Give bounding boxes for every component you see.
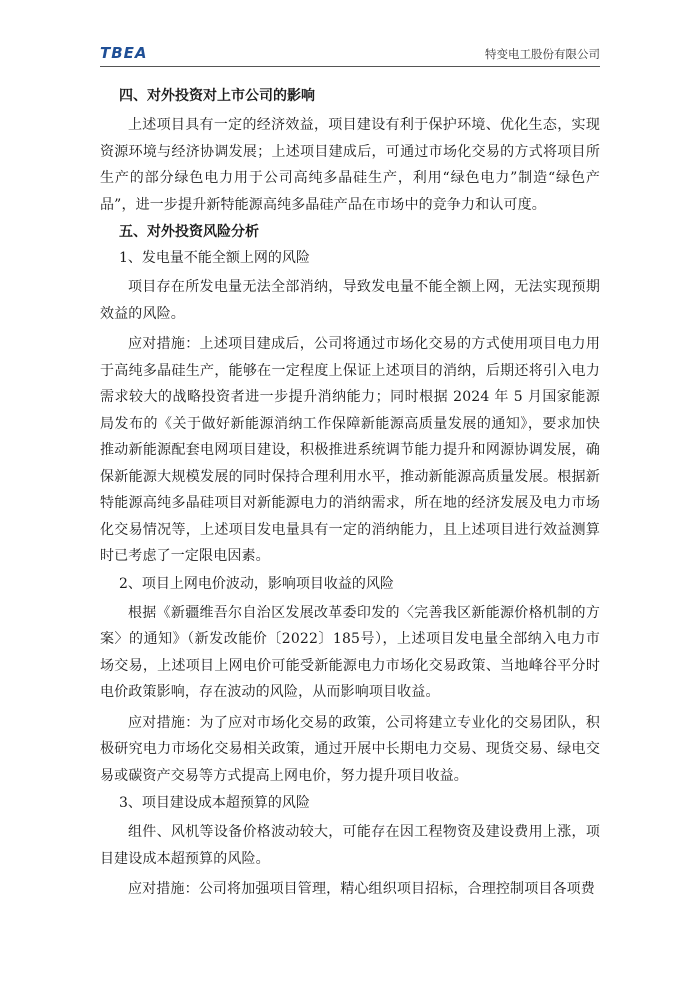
risk-2-measures: 应对措施：为了应对市场化交易的政策，公司将建立专业化的交易团队，积极研究电力市场化交易相关政策，通过开展中长期电力交易、现货交易、绿电交易或碳资产交易等方式提高上网电价，努力提升项目收益。 — [100, 714, 600, 784]
risk-1-heading: 1、发电量不能全额上网的风险 — [119, 250, 310, 266]
section-4-heading: 四、对外投资对上市公司的影响 — [119, 88, 315, 104]
page-header — [100, 44, 600, 66]
risk-2-description: 根据《新疆维吾尔自治区发展改革委印发的〈完善我区新能源价格机制的方案〉的通知》（新发改能价〔2022〕185号），上述项目发电量全部纳入电力市场交易，上述项目上网电价可能受新能源电力市场化交易政策、当地峰谷平分时电价政策影响，存在波动的风险，从而影响项目收益。 — [100, 604, 600, 700]
risk-1-description: 项目存在所发电量无法全部消纳，导致发电量不能全额上网，无法实现预期效益的风险。 — [100, 279, 600, 322]
tbea-logo: TBEA — [100, 44, 148, 62]
risk-2-heading: 2、项目上网电价波动，影响项目收益的风险 — [119, 575, 394, 592]
header-divider — [100, 66, 600, 67]
risk-3-heading: 3、项目建设成本超预算的风险 — [119, 795, 310, 811]
document-body — [100, 86, 600, 907]
risk-1-measures: 应对措施：上述项目建成后，公司将通过市场化交易的方式使用项目电力用于高纯多晶硅生产，能够在一定程度上保证上述项目的消纳，后期还将引入电力需求较大的战略投资者进一步提升消纳能力；同时根据 2024 年 5 月国家能源局发布的《关于做好新能源消纳工作保障新能源高质量发展的通知》，要求加快推动新能源配套电网项目建设，积极推进系统调节能力提升和网源协调发展，确保新能源大规模发展的同时保持合理利用水平，推动新能源高质量发展。根据新特能源高纯多晶硅项目对新能源电力的消纳需求，所在地的经济发展及电力市场化交易情况等，上述项目发电量具有一定的消纳能力，且上述项目进行效益测算时已考虑了一定限电因素。 — [100, 336, 600, 564]
section-4-paragraph: 上述项目具有一定的经济效益，项目建设有利于保护环境、优化生态，实现资源环境与经济协调发展；上述项目建成后，可通过市场化交易的方式将项目所生产的部分绿色电力用于公司高纯多晶硅生产，利用“绿色电力”制造“绿色产品”，进一步提升新特能源高纯多晶硅产品在市场中的竞争力和认可度。 — [100, 117, 600, 213]
company-name: 特变电工股份有限公司 — [485, 47, 600, 61]
section-5-heading: 五、对外投资风险分析 — [119, 224, 259, 240]
risk-3-measures: 应对措施：公司将加强项目管理，精心组织项目招标，合理控制项目各项费 — [128, 881, 595, 897]
risk-3-description: 组件、风机等设备价格波动较大，可能存在因工程物资及建设费用上涨，项目建设成本超预算的风险。 — [100, 824, 600, 867]
